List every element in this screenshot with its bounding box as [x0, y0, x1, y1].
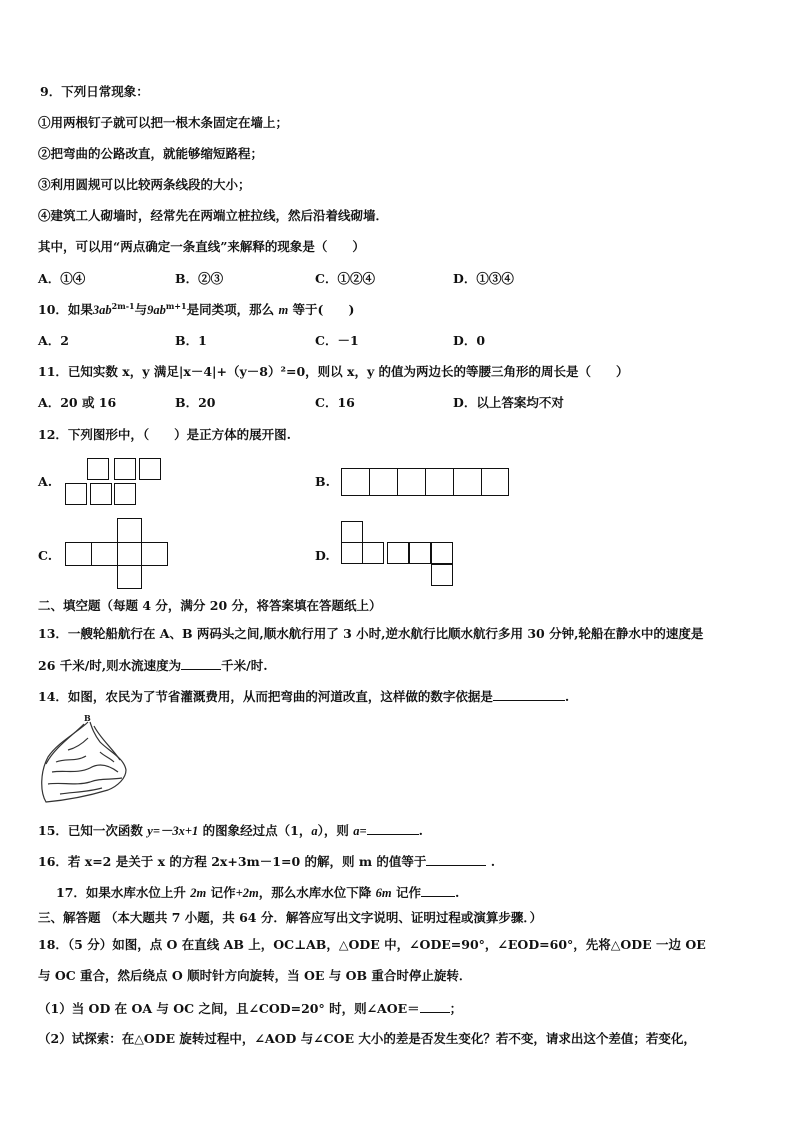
net-square: [117, 542, 142, 566]
q9-option-b: B．②③: [175, 271, 224, 286]
net-square: [369, 468, 398, 496]
net-square: [65, 542, 92, 566]
q17-v2: +2m: [235, 886, 259, 900]
net-square: [87, 458, 109, 480]
q14-point-b-label: B: [84, 713, 91, 723]
q10-tail: 等于( ): [292, 302, 355, 317]
q10-term1: 3ab: [92, 303, 112, 317]
q10-option-c: C．－1: [315, 333, 359, 348]
q10-prefix: 10．如果: [38, 302, 93, 317]
q15-end: .: [418, 823, 423, 838]
q12-stem: 12．下列图形中，（ ）是正方体的展开图.: [38, 427, 291, 442]
q10-suffix: 是同类项，那么: [186, 302, 275, 317]
q9-item-3: ③利用圆规可以比较两条线段的大小；: [38, 177, 251, 192]
q9-option-d: D．①③④: [453, 271, 514, 286]
q18-answer-blank[interactable]: [420, 1000, 450, 1013]
q10-term2: 9ab: [147, 303, 166, 317]
q16-a: 16．若 x=2 是关于 x 的方程 2x+3m－1=0 的解，则 m 的值等于: [38, 854, 427, 869]
q16-end: .: [490, 854, 496, 869]
net-square: [114, 458, 136, 480]
q11-option-c: C．16: [315, 395, 355, 410]
q12-label-d: D.: [315, 548, 330, 563]
net-square: [431, 542, 453, 564]
q10-option-d: D．0: [453, 333, 486, 348]
q17-end: .: [454, 885, 460, 900]
net-square: [117, 565, 142, 589]
q17-answer-blank[interactable]: [421, 884, 455, 897]
q9-question: 其中，可以用“两点确定一条直线”来解释的现象是（ ）: [38, 239, 365, 254]
q15-stem: [38, 822, 423, 839]
q17-c: ，那么水库水位下降: [258, 885, 372, 900]
net-square: [114, 483, 136, 505]
section-3-heading: 三、解答题 （本大题共 7 小题，共 64 分．解答应写出文字说明、证明过程或演算步骤．）: [38, 910, 543, 925]
q12-label-a: A.: [38, 474, 53, 489]
q16-stem: [38, 853, 495, 870]
q13-line-1: 13．一艘轮船航行在 A、B 两码头之间,顺水航行用了 3 小时,逆水航行比顺水航行多用 30 分钟,轮船在静水中的速度是: [38, 626, 704, 641]
q15-b: 的图象经过点（1，: [202, 823, 312, 838]
q17-v3: 6m: [375, 886, 392, 900]
net-square: [453, 468, 482, 496]
q15-var2: a=: [353, 824, 367, 838]
q15-answer-blank[interactable]: [367, 822, 419, 835]
net-square: [481, 468, 509, 496]
net-square: [409, 542, 431, 564]
q9-item-4: ④建筑工人砌墙时，经常先在两端立桩拉线，然后沿着线砌墙．: [38, 208, 389, 223]
q9-item-2: ②把弯曲的公路改直，就能够缩短路程；: [38, 146, 264, 161]
q10-mid: 与: [134, 302, 148, 317]
q15-c: ），则: [317, 823, 349, 838]
q13-answer-blank[interactable]: [181, 657, 221, 670]
q13-line-2-a: 26 千米/时,则水流速度为: [38, 658, 182, 673]
net-square: [362, 542, 384, 564]
q12-label-b: B.: [315, 474, 330, 489]
q18-line-3-text: （1）当 OD 在 OA 与 OC 之间，且∠COD=20° 时，则∠AOE＝: [38, 1001, 420, 1016]
q10-stem: [38, 302, 354, 318]
q10-exp2: m+1: [165, 300, 187, 311]
q10-exp1: 2m-1: [111, 300, 135, 311]
net-square: [117, 518, 142, 543]
q9-option-c: C．①②④: [315, 271, 375, 286]
q13-line-2: [38, 657, 268, 674]
q16-answer-blank[interactable]: [426, 853, 486, 866]
q17-b: 记作: [210, 885, 236, 900]
q14-end: .: [564, 689, 570, 704]
q18-line-4: （2）试探索：在△ODE 旋转过程中，∠AOD 与∠COE 大小的差是否发生变化？若不变，请求出这个差值；若变化，: [38, 1031, 696, 1046]
q11-option-b: B．20: [175, 395, 216, 410]
q17-a: 17．如果水库水位上升: [56, 885, 186, 900]
q17-stem: [56, 884, 459, 901]
q18-line-3: [38, 1000, 462, 1017]
q10-option-a: A．2: [38, 333, 69, 348]
q13-line-2-b: 千米/时.: [221, 658, 268, 673]
net-square: [91, 542, 118, 566]
net-square: [425, 468, 454, 496]
net-square: [139, 458, 161, 480]
net-square: [387, 542, 409, 564]
net-square: [341, 542, 363, 564]
q15-func: y=－3x+1: [147, 824, 199, 838]
net-square: [141, 542, 168, 566]
q9-item-1: ①用两根钉子就可以把一根木条固定在墙上；: [38, 115, 289, 130]
q12-label-c: C.: [38, 548, 53, 563]
net-square: [397, 468, 426, 496]
q18-line-1: 18．（5 分）如图，点 O 在直线 AB 上，OC⊥AB，△ODE 中，∠ODE=90°，∠EOD=60°，先将△ODE 一边 OE: [38, 937, 706, 952]
q15-var: a: [311, 824, 318, 838]
q17-d: 记作: [395, 885, 421, 900]
net-square: [341, 468, 370, 496]
q10-option-b: B．1: [175, 333, 207, 348]
q9-option-a: A．①④: [38, 271, 86, 286]
q10-var: m: [278, 303, 289, 317]
q11-option-a: A．20 或 16: [38, 395, 117, 410]
q18-line-2: 与 OC 重合，然后绕点 O 顺时针方向旋转，当 OE 与 OB 重合时停止旋转．: [38, 968, 472, 983]
net-square: [90, 483, 112, 505]
q11-option-d: D．以上答案均不对: [453, 395, 564, 410]
net-square: [341, 521, 363, 543]
q18-line-3-end: ；: [449, 1001, 463, 1016]
q17-v1: 2m: [190, 886, 207, 900]
q15-a: 15．已知一次函数: [38, 823, 143, 838]
q11-stem: 11．已知实数 x，y 满足|x－4|+（y－8）²=0，则以 x，y 的值为两边长的等腰三角形的周长是（ ）: [38, 364, 629, 379]
net-square: [65, 483, 87, 505]
q14-stem: [38, 688, 569, 705]
q14-river-figure: [38, 712, 130, 808]
q9-stem: 9．下列日常现象：: [40, 84, 149, 99]
q14-answer-blank[interactable]: [493, 688, 565, 701]
net-square: [431, 564, 453, 586]
section-2-heading: 二、填空题（每题 4 分，满分 20 分，将答案填在答题纸上）: [38, 598, 382, 613]
q14-text: 14．如图，农民为了节省灌溉费用，从而把弯曲的河道改直，这样做的数字依据是: [38, 689, 493, 704]
